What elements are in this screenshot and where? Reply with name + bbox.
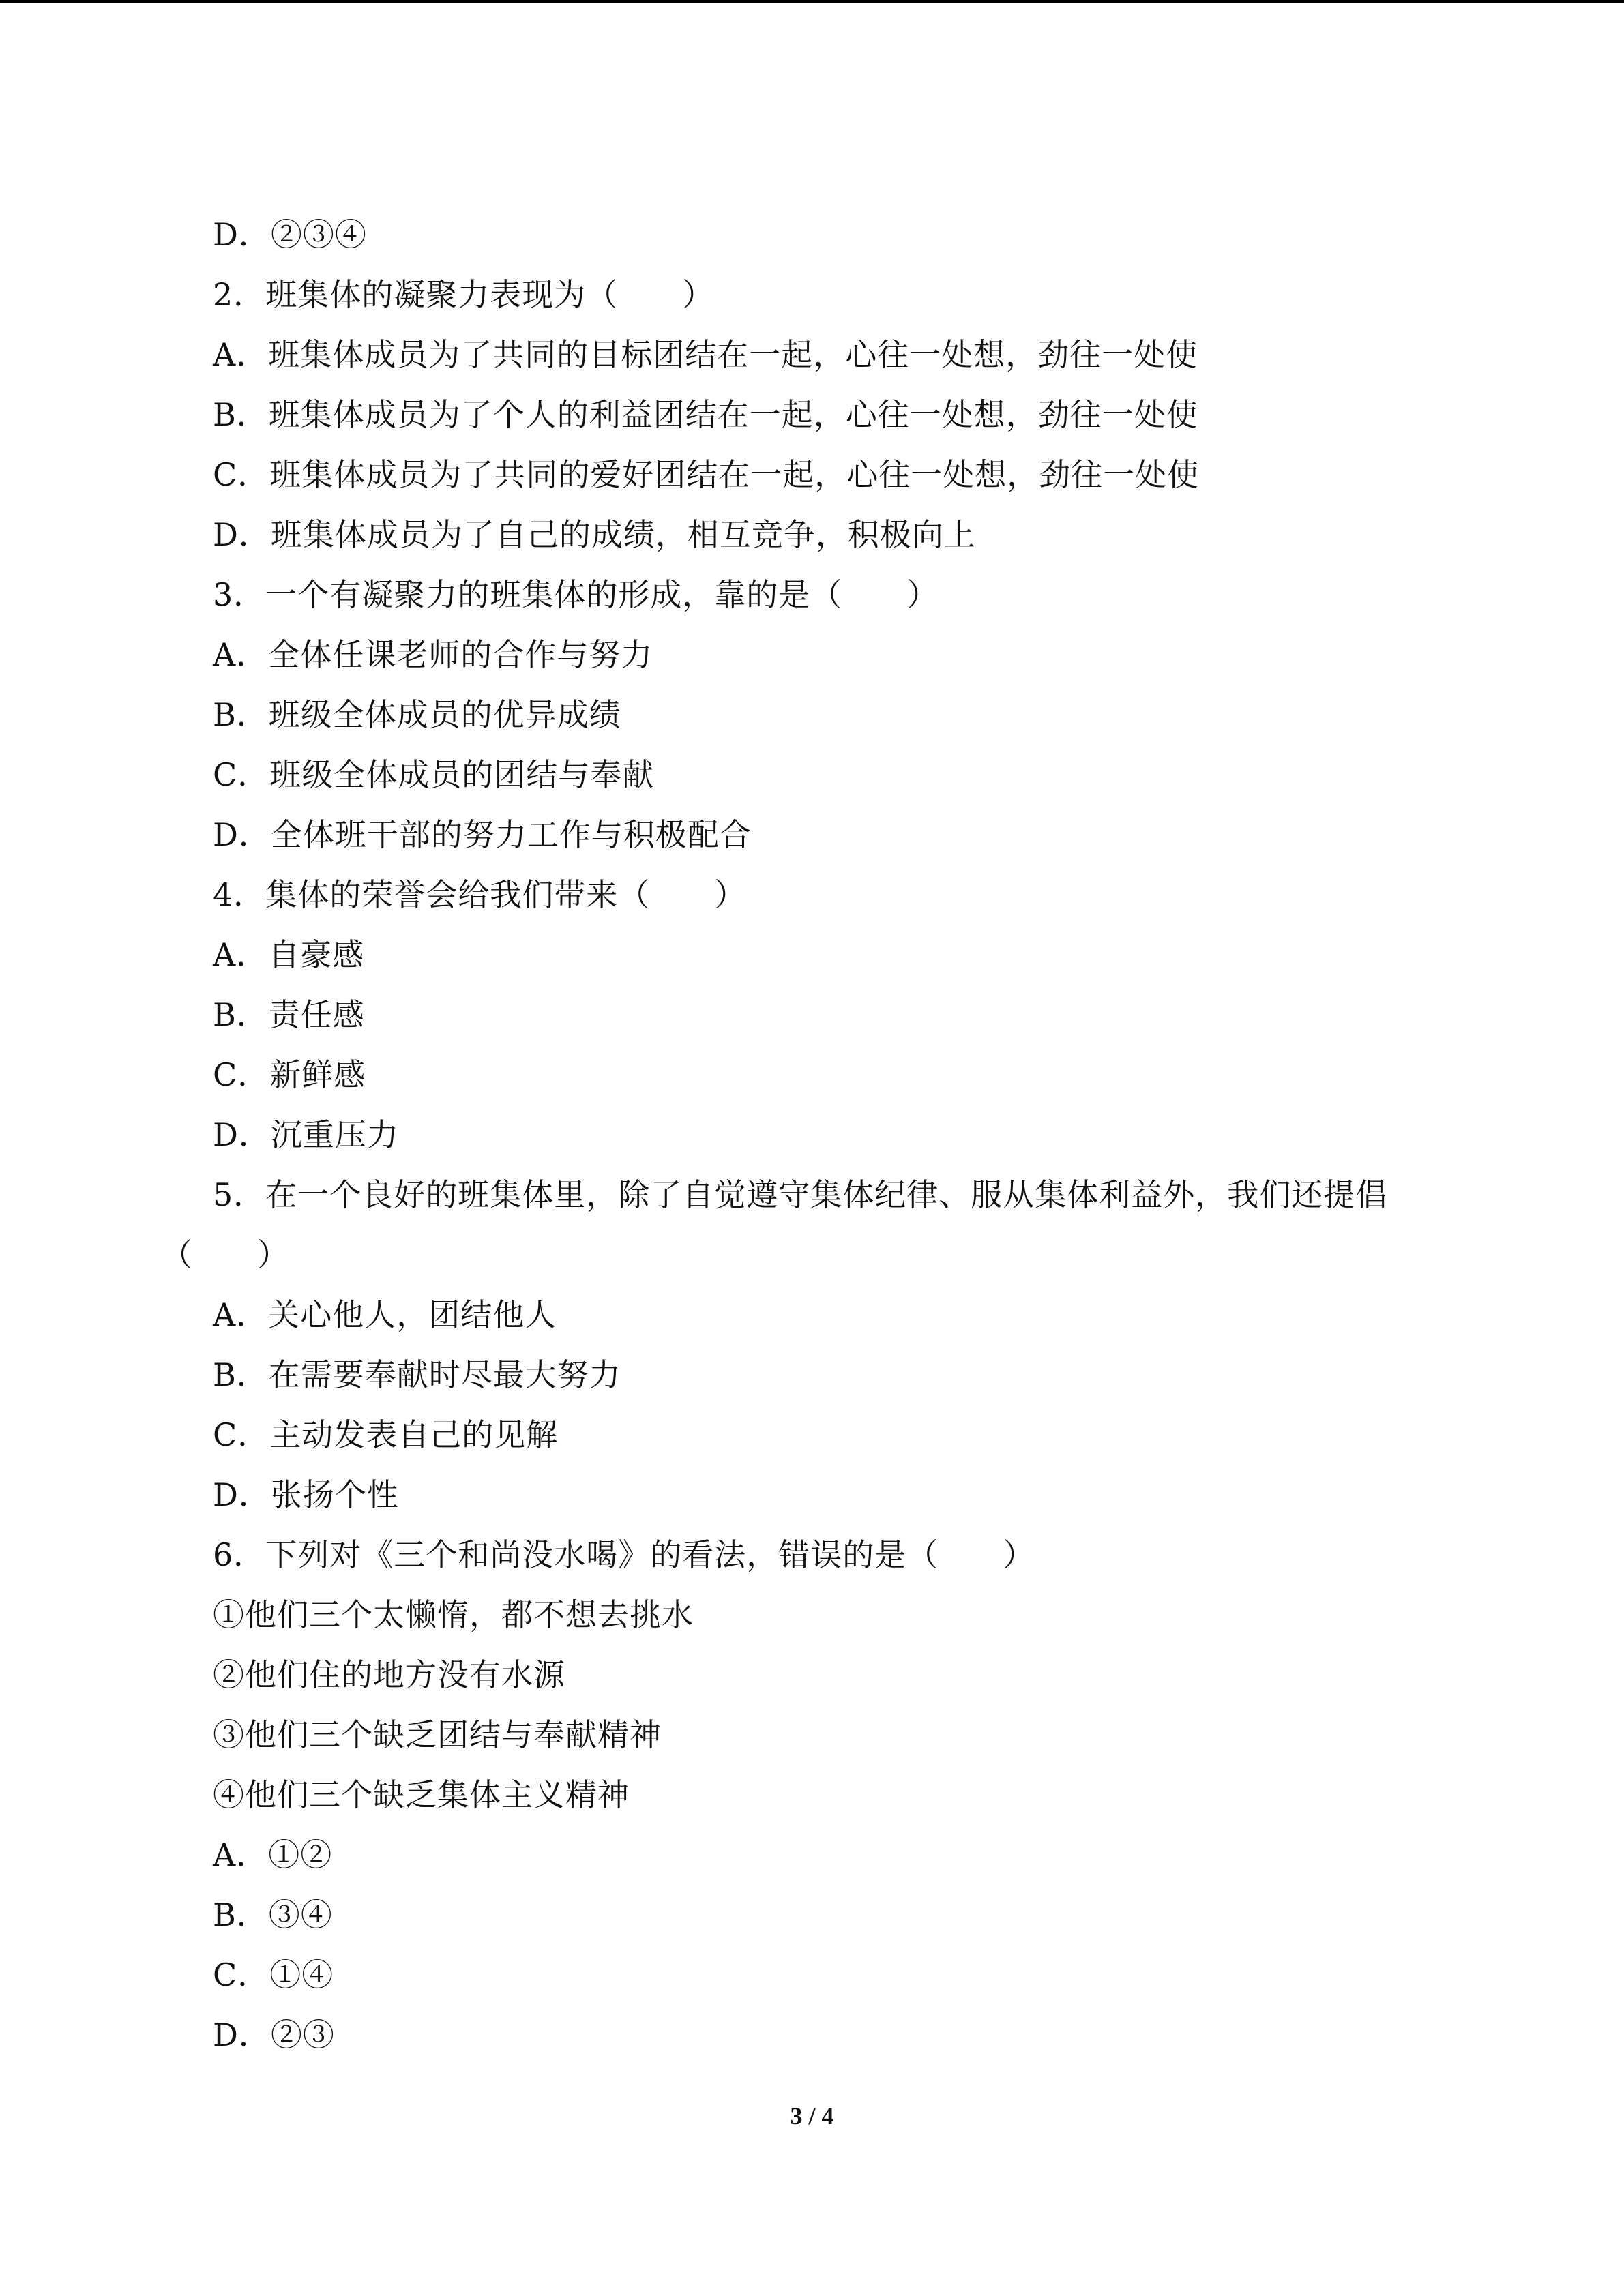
question-2: 2．班集体的凝聚力表现为（ ） <box>213 276 715 313</box>
option-d-q2: D．班集体成员为了自己的成绩，相互竞争，积极向上 <box>213 516 976 553</box>
option-c-q2: C．班集体成员为了共同的爱好团结在一起，心往一处想，劲往一处使 <box>213 456 1200 493</box>
statement-1-q6: ①他们三个太懒惰，都不想去挑水 <box>213 1596 694 1633</box>
statement-4-q6: ④他们三个缺乏集体主义精神 <box>213 1776 630 1813</box>
option-d-q1: D．②③④ <box>213 216 367 253</box>
option-b-q6: B．③④ <box>213 1896 333 1933</box>
option-a-q4: A．自豪感 <box>213 936 365 973</box>
option-a-q3: A．全体任课老师的合作与努力 <box>213 636 653 673</box>
page-top-border <box>0 0 1624 3</box>
option-c-q6: C．①④ <box>213 1956 334 1993</box>
option-a-q2: A．班集体成员为了共同的目标团结在一起，心往一处想，劲往一处使 <box>213 336 1198 373</box>
question-5: 5．在一个良好的班集体里，除了自觉遵守集体纪律、服从集体利益外，我们还提倡 <box>213 1176 1388 1213</box>
option-a-q6: A．①② <box>213 1836 333 1873</box>
statement-3-q6: ③他们三个缺乏团结与奉献精神 <box>213 1716 662 1753</box>
option-d-q5: D．张扬个性 <box>213 1476 399 1513</box>
option-b-q3: B．班级全体成员的优异成绩 <box>213 696 621 733</box>
option-c-q3: C．班级全体成员的团结与奉献 <box>213 756 655 793</box>
option-b-q5: B．在需要奉献时尽最大努力 <box>213 1356 621 1393</box>
option-a-q5: A．关心他人，团结他人 <box>213 1296 557 1333</box>
option-b-q2: B．班集体成员为了个人的利益团结在一起，心往一处想，劲往一处使 <box>213 396 1198 433</box>
page-number: 3 / 4 <box>790 2102 834 2130</box>
option-b-q4: B．责任感 <box>213 996 365 1033</box>
question-5-blank: （ ） <box>161 1236 289 1273</box>
question-4: 4．集体的荣誉会给我们带来（ ） <box>213 876 747 913</box>
statement-2-q6: ②他们住的地方没有水源 <box>213 1656 565 1693</box>
question-6: 6．下列对《三个和尚没水喝》的看法，错误的是（ ） <box>213 1536 1035 1573</box>
option-c-q5: C．主动发表自己的见解 <box>213 1416 559 1453</box>
option-d-q4: D．沉重压力 <box>213 1116 399 1153</box>
option-d-q6: D．②③ <box>213 2016 335 2053</box>
option-c-q4: C．新鲜感 <box>213 1056 366 1093</box>
option-d-q3: D．全体班干部的努力工作与积极配合 <box>213 816 752 853</box>
question-3: 3．一个有凝聚力的班集体的形成，靠的是（ ） <box>213 576 939 613</box>
